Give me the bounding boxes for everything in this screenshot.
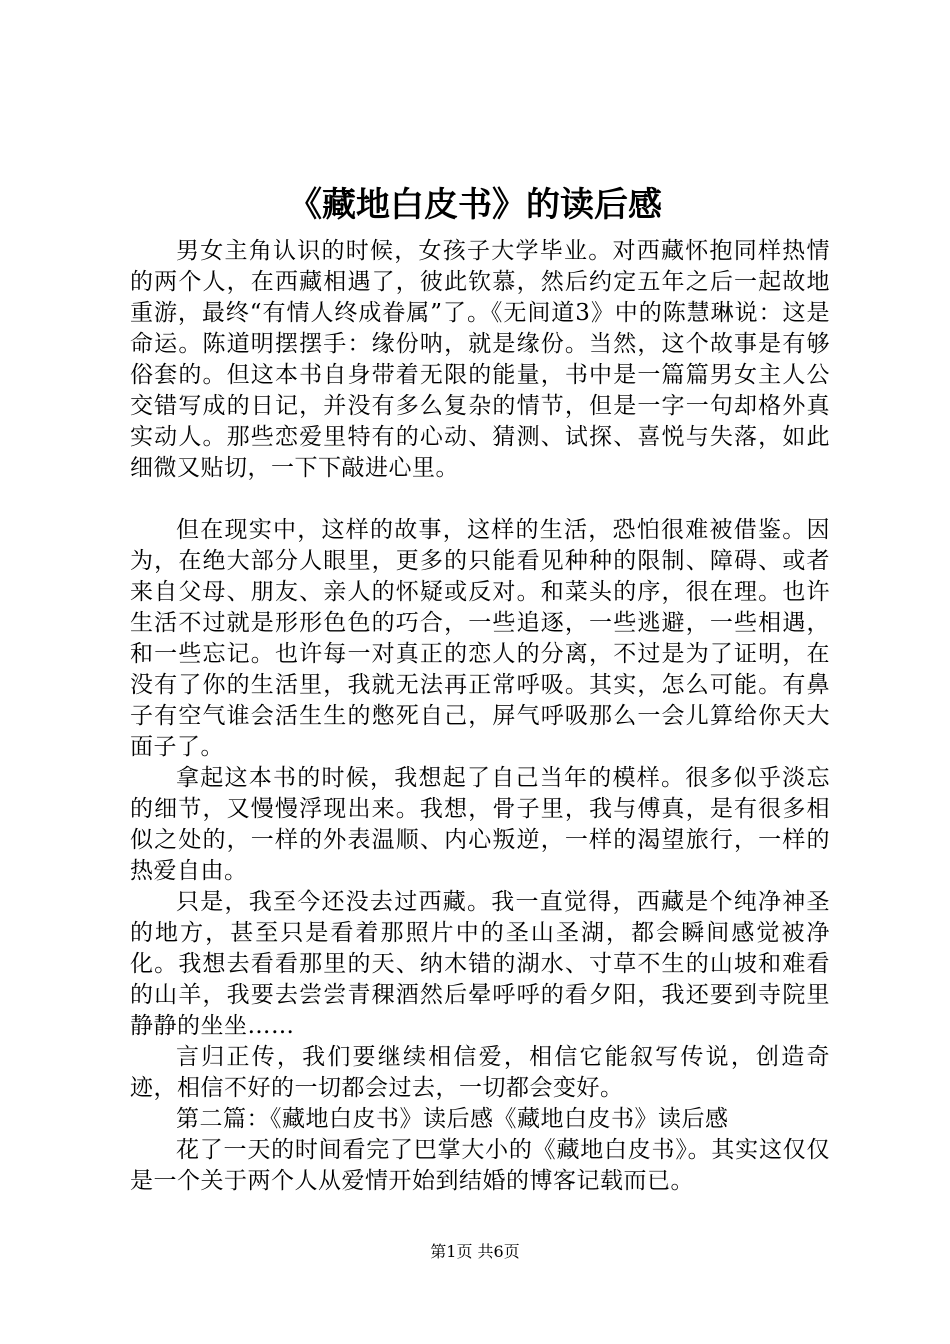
paragraph-1: 男女主角认识的时候，女孩子大学毕业。对西藏怀抱同样热情的两个人，在西藏相遇了，彼此钦慕，然后约定五年之后一起故地重游，最终“有情人终成眷属”了。《无间道3》中的陈慧琳说：这是命运。陈道明摆摆手：缘份呐，就是缘份。当然，这个故事是有够俗套的。但这本书自身带着无限的能量，书中是一篇篇男女主人公交错写成的日记，并没有多么复杂的情节，但是一字一句却格外真实动人。那些恋爱里特有的心动、猜测、试探、喜悦与失落，如此细微又贴切，一下下敲进心里。: [130, 238, 830, 481]
document-body: [130, 236, 830, 1197]
paragraph-3: 拿起这本书的时候，我想起了自己当年的模样。很多似乎淡忘的细节，又慢慢浮现出来。我想，骨子里，我与傅真，是有很多相似之处的，一样的外表温顺、内心叛逆，一样的渴望旅行，一样的热爱自由。: [130, 765, 830, 884]
paragraph-2: 但在现实中，这样的故事，这样的生活，恐怕很难被借鉴。因为，在绝大部分人眼里，更多的只能看见种种的限制、障碍、或者来自父母、朋友、亲人的怀疑或反对。和菜头的序，很在理。也许生活不过就是形形色色的巧合，一些追逐，一些逃避，一些相遇，和一些忘记。也许每一对真正的恋人的分离，不过是为了证明，在没有了你的生活里，我就无法再正常呼吸。其实，怎么可能。有鼻子有空气谁会活生生的憋死自己，屏气呼吸那么一会儿算给你天大面子了。: [130, 517, 830, 760]
paragraph-4: 只是，我至今还没去过西藏。我一直觉得，西藏是个纯净神圣的地方，甚至只是看着那照片中的圣山圣湖，都会瞬间感觉被净化。我想去看看那里的天、纳木错的湖水、寸草不生的山坡和难看的山羊，我要去尝尝青稞酒然后晕呼呼的看夕阳，我还要到寺院里静静的坐坐……: [130, 889, 830, 1039]
paragraph-5: 言归正传，我们要继续相信爱，相信它能叙写传说，创造奇迹，相信不好的一切都会过去，一切都会变好。: [130, 1044, 830, 1101]
page-footer: 第1页 共6页: [430, 1242, 520, 1261]
document-title: 《藏地白皮书》的读后感: [288, 185, 662, 225]
paragraph-6: 花了一天的时间看完了巴掌大小的《藏地白皮书》。其实这仅仅是一个关于两个人从爱情开始到结婚的博客记载而已。: [130, 1137, 830, 1194]
section-heading-2: 第二篇：《藏地白皮书》读后感《藏地白皮书》读后感: [176, 1106, 729, 1132]
paragraph-spacer: [130, 484, 830, 515]
